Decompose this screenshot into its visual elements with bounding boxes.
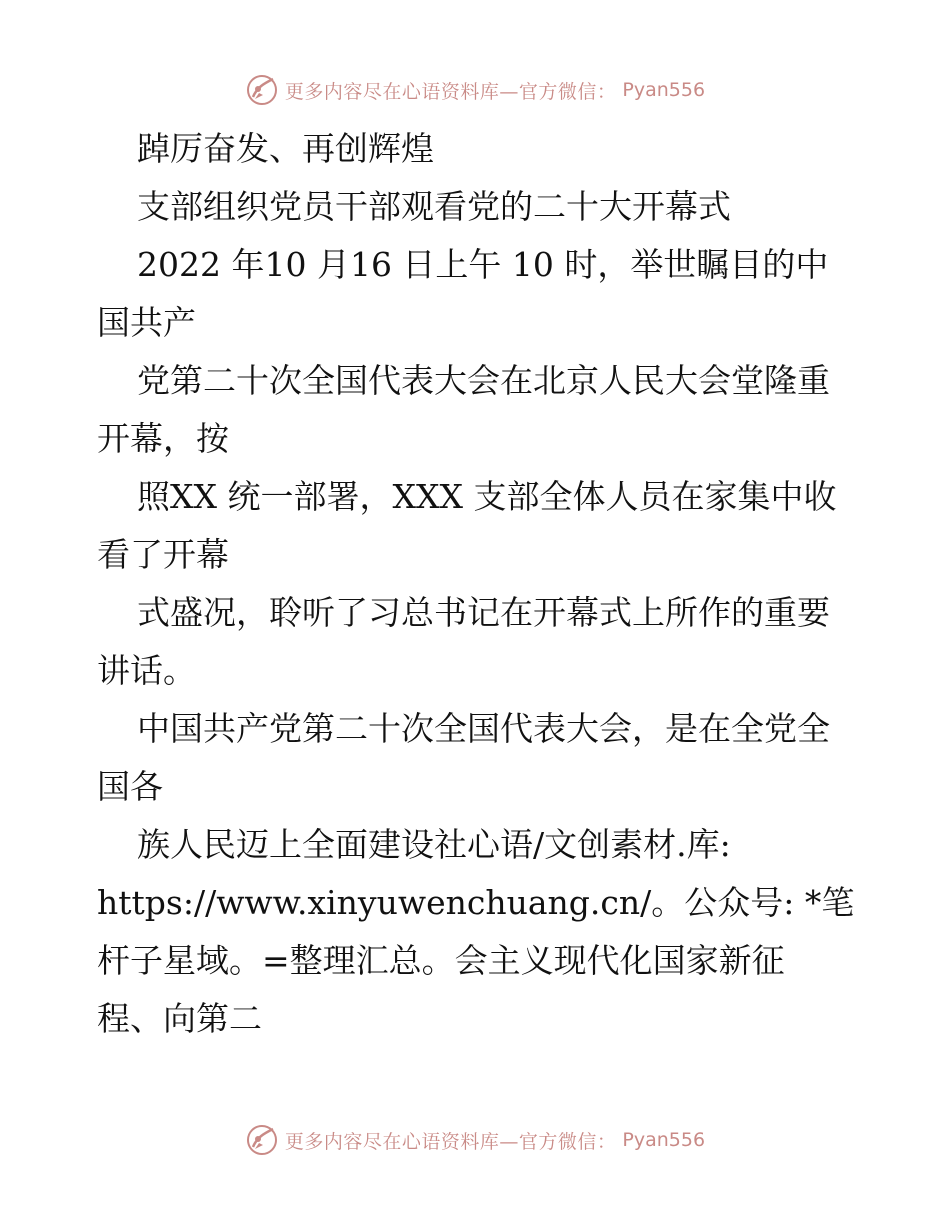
- paragraph-line: 看了开幕: [97, 535, 229, 574]
- paragraph-line: 杆子星域。=整理汇总。会主义现代化国家新征: [97, 941, 785, 980]
- document-body: [97, 120, 857, 1048]
- title-line: 踔厉奋发、再创辉煌: [137, 129, 434, 168]
- paragraph-line: 讲话。: [97, 651, 196, 690]
- paragraph-line: 程、向第二: [97, 999, 262, 1038]
- paragraph-line: 式盛况，聆听了习总书记在开幕式上所作的重要: [137, 593, 830, 632]
- watermark-wechat-id: Pyan556: [622, 1129, 706, 1151]
- footer-watermark: [0, 1120, 950, 1160]
- watermark-text: 更多内容尽在心语资料库—官方微信：: [284, 1130, 617, 1153]
- paragraph-line: 族人民迈上全面建设社心语/文创素材.库:: [137, 825, 731, 864]
- pen-logo-icon: [245, 1123, 279, 1157]
- paragraph-line: 开幕，按: [97, 419, 229, 458]
- paragraph-line: https://www.xinyuwenchuang.cn/。公众号: *笔: [97, 883, 855, 922]
- paragraph-line: 党第二十次全国代表大会在北京人民大会堂隆重: [137, 361, 830, 400]
- watermark-text: 更多内容尽在心语资料库—官方微信：: [284, 80, 617, 103]
- paragraph-line: 照XX 统一部署，XXX 支部全体人员在家集中收: [137, 477, 837, 516]
- subtitle-line: 支部组织党员干部观看党的二十大开幕式: [137, 187, 731, 226]
- paragraph-line: 中国共产党第二十次全国代表大会，是在全党全: [137, 709, 830, 748]
- paragraph-line: 2022 年10 月16 日上午 10 时，举世瞩目的中: [137, 245, 829, 284]
- paragraph-line: 国各: [97, 767, 163, 806]
- header-watermark: [0, 70, 950, 110]
- watermark-wechat-id: Pyan556: [622, 79, 706, 101]
- paragraph-line: 国共产: [97, 303, 196, 342]
- pen-logo-icon: [245, 73, 279, 107]
